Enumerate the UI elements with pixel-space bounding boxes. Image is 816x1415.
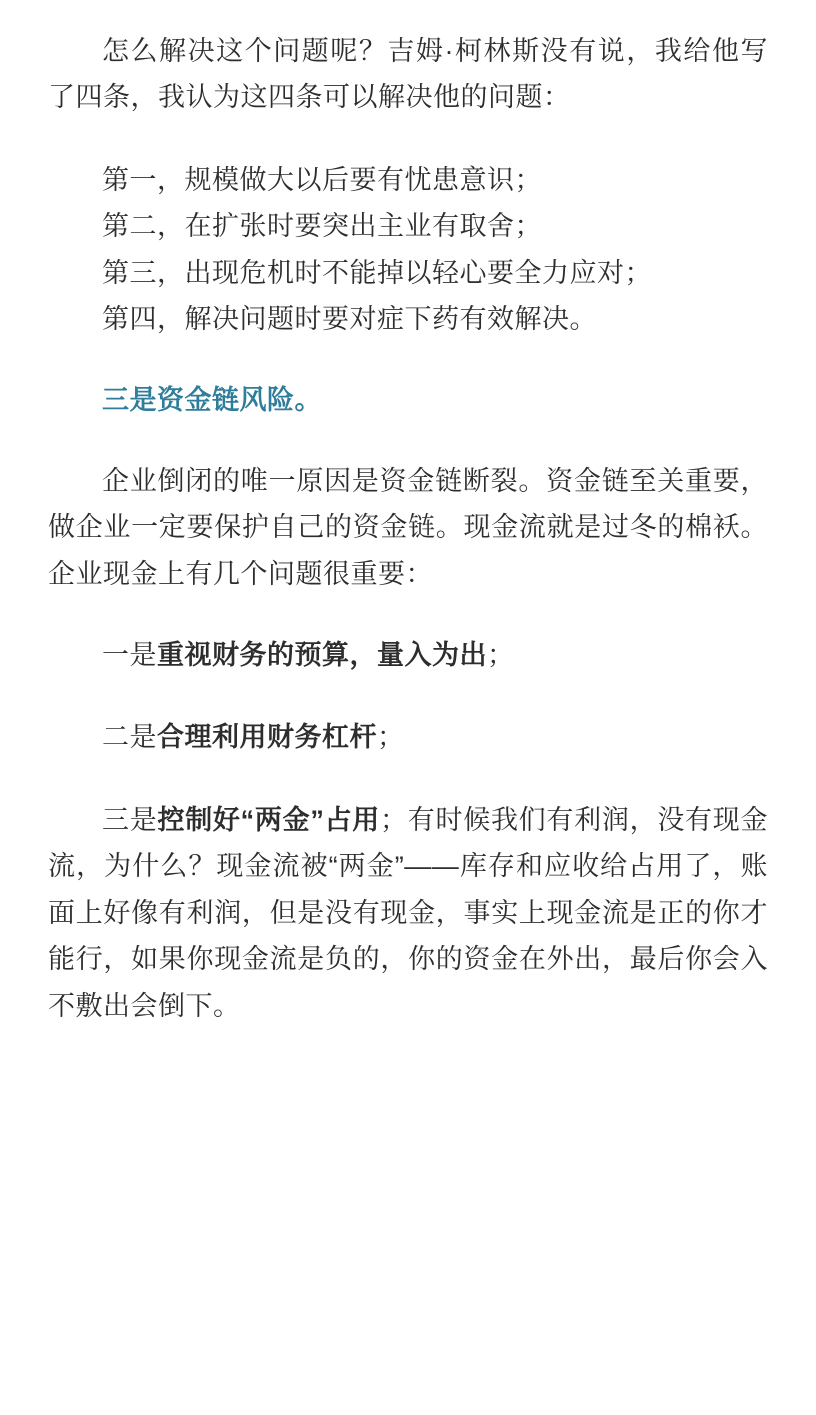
key-point-3-bold: 控制好“两金”占用 — [157, 804, 381, 835]
key-point-2-suffix: ； — [377, 722, 405, 753]
list-item: 第二，在扩张时要突出主业有取舍； — [102, 211, 542, 242]
list-item: 第三，出现危机时不能掉以轻心要全力应对； — [102, 257, 652, 288]
list-item: 第四，解决问题时要对症下药有效解决。 — [102, 304, 597, 335]
body-paragraph: 企业倒闭的唯一原因是资金链断裂。资金链至关重要，做企业一定要保护自己的资金链。现金流就是过冬的棉袄。企业现金上有几个问题很重要： — [48, 465, 768, 589]
key-point-2 — [48, 715, 768, 761]
body-paragraph-wrap — [48, 458, 768, 597]
key-point-2-prefix: 二是 — [102, 722, 157, 753]
section-heading: 三是资金链风险。 — [102, 384, 322, 415]
numbered-list — [48, 157, 768, 343]
key-point-1 — [48, 633, 768, 679]
key-point-3 — [48, 797, 768, 1029]
section-heading-wrap — [48, 379, 768, 422]
key-point-1-prefix: 一是 — [102, 640, 157, 671]
key-point-1-suffix: ； — [487, 640, 515, 671]
list-item: 第一，规模做大以后要有忧患意识； — [102, 164, 542, 195]
key-point-2-bold: 合理利用财务杠杆 — [157, 722, 377, 753]
key-point-3-suffix: ；有时候我们有利润，没有现金流，为什么？现金流被“两金”——库存和应收给占用了，账面上好像有利润，但是没有现金，事实上现金流是正的你才能行，如果你现金流是负的，你的资金在外出，最后你会入不敷出会倒下。 — [48, 804, 769, 1021]
key-point-3-prefix: 三是 — [102, 804, 158, 835]
intro-paragraph: 怎么解决这个问题呢？吉姆·柯林斯没有说，我给他写了四条，我认为这四条可以解决他的问题： — [48, 36, 768, 113]
key-point-1-bold: 重视财务的预算，量入为出 — [157, 640, 487, 671]
